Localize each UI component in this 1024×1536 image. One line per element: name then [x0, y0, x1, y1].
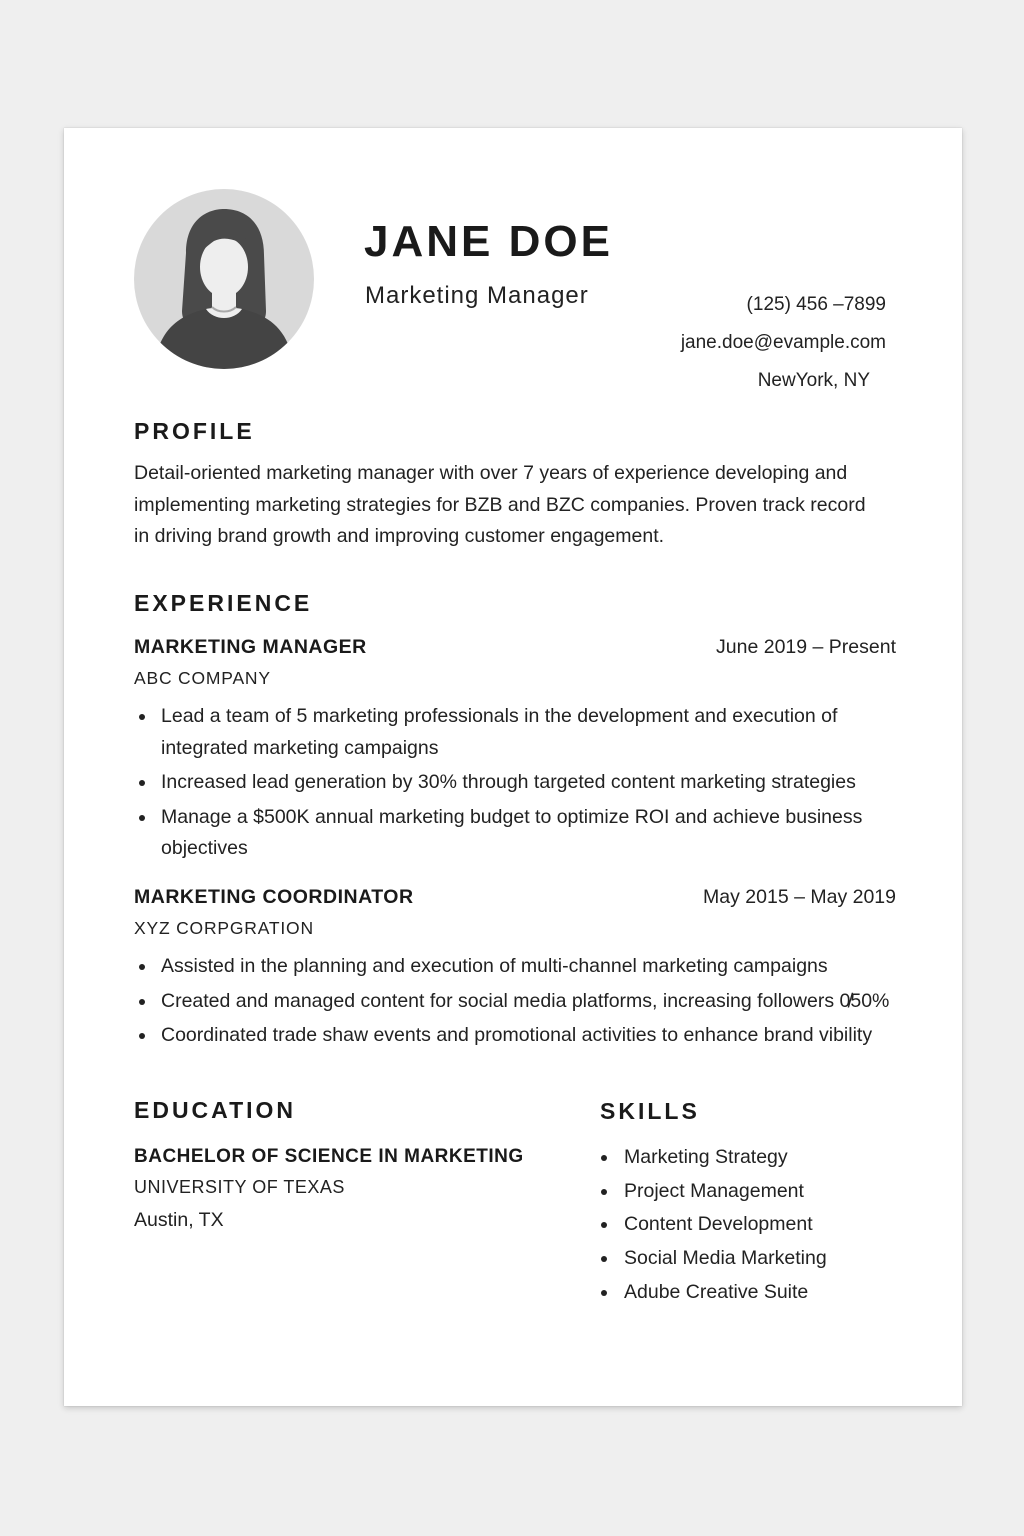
- phone-number: (125) 456 –7899: [746, 294, 886, 315]
- candidate-title: Marketing Manager: [365, 282, 589, 309]
- job-bullets: [134, 951, 914, 1055]
- avatar: [134, 189, 314, 369]
- experience-heading: EXPERIENCE: [134, 590, 313, 616]
- profile-summary: Detail-oriented marketing manager with over 7 years of experience developing and implementing marketing strategies for BZB and BZC companies. Proven track record in driving brand growth and improving customer engagement.: [134, 462, 866, 547]
- job-bullets: [134, 701, 914, 868]
- job-dates: June 2019 – Present: [716, 636, 896, 658]
- person-silhouette-icon: [134, 189, 314, 369]
- skill-item: Social Media Marketing: [598, 1242, 827, 1276]
- list-item: Coordinated trade shaw events and promotional activities to enhance brand vibility: [134, 1020, 914, 1052]
- education-heading: EDUCATION: [134, 1097, 297, 1123]
- skill-item: Project Management: [598, 1175, 827, 1209]
- email-address: jane.doe@evample.com: [680, 332, 886, 353]
- education-location: Austin, TX: [134, 1209, 224, 1231]
- company-name: XYZ CORPGRATION: [134, 918, 314, 938]
- company-name: ABC COMPANY: [134, 668, 271, 688]
- job-dates: May 2015 – May 2019: [703, 886, 896, 908]
- skill-item: Marketing Strategy: [598, 1141, 827, 1175]
- job-role: MARKETING COORDINATOR: [134, 886, 414, 908]
- contact-location: NewYork, NY: [757, 370, 870, 391]
- skill-item: Adube Creative Suite: [598, 1276, 827, 1310]
- contact-info: [681, 286, 886, 400]
- skills-heading: SKILLS: [600, 1098, 700, 1124]
- list-item: Lead a team of 5 marketing professionals in the development and execution of integrated marketing campaigns: [134, 701, 914, 764]
- education-school: UNIVERSITY OF TEXAS: [134, 1177, 345, 1197]
- list-item: Manage a $500K annual marketing budget to optimize ROI and achieve business objectives: [134, 802, 914, 865]
- profile-heading: PROFILE: [134, 418, 255, 444]
- education-degree: BACHELOR OF SCIENCE IN MARKETING: [134, 1146, 524, 1167]
- list-item: Created and managed content for social media platforms, increasing followers 0̸50%: [134, 986, 914, 1018]
- job-header: [134, 636, 896, 659]
- skills-list: [598, 1141, 827, 1310]
- resume-page: [64, 128, 962, 1406]
- candidate-name: JANE DOE: [364, 217, 613, 266]
- skill-item: Content Development: [598, 1208, 827, 1242]
- job-role: MARKETING MANAGER: [134, 636, 367, 658]
- list-item: Increased lead generation by 30% through targeted content marketing strategies: [134, 767, 914, 799]
- job-header: [134, 886, 896, 909]
- list-item: Assisted in the planning and execution of multi-channel marketing campaigns: [134, 951, 914, 983]
